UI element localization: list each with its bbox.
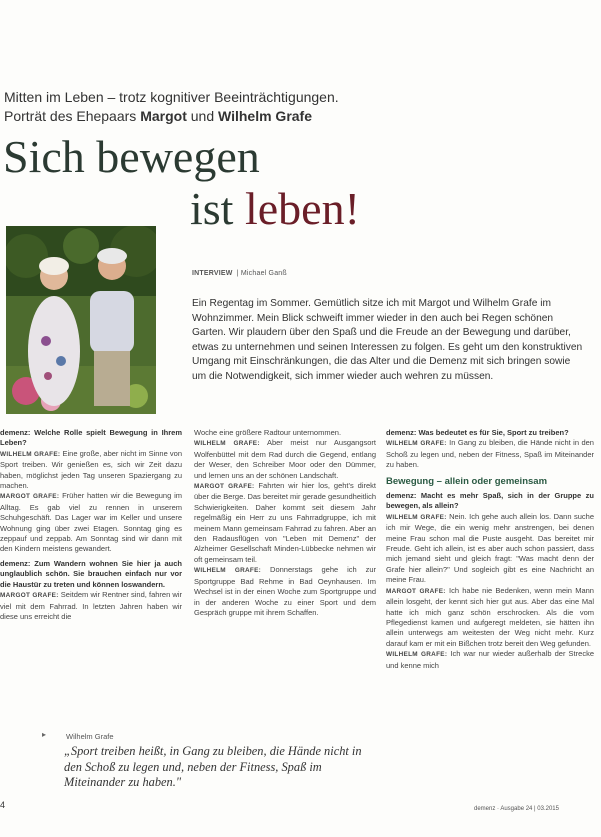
byline [192, 270, 287, 277]
speaker-name: WILHELM GRAFE: [386, 651, 448, 659]
answer-text: Seitdem wir Rentner sind, fahren wir viel mit dem Fahrrad. In letzten Jahren haben wir diese uns erreicht die [0, 590, 182, 621]
couple-photo [6, 226, 156, 414]
subtitle-pre: Porträt des Ehepaars [4, 108, 141, 124]
quote-arrow-icon: ▸ [42, 730, 47, 739]
answer [386, 649, 594, 671]
speaker-name: WILHELM GRAFE: [0, 450, 61, 458]
subtitle-and: und [186, 108, 218, 124]
article-subtitle [4, 88, 339, 126]
subtitle-name-margot: Margot [140, 108, 187, 124]
title-word-ist: ist [190, 183, 245, 234]
answer [0, 491, 182, 554]
answer [386, 586, 594, 649]
answer-text: Aber meist nur Ausgangsort Wolfenbüttel mit dem Rad durch die Gegend, entlang der Weser, den Schreiber Moor oder den Dümmer, und lernen uns an der schönen Landschaft. [194, 438, 377, 480]
answer-text: Eine große, aber nicht im Sinne von Sport treiben. Wir genießen es, sich wir Zeit dazu haben, möglichst jeden Tag unseren Spaziergang zu machen. [0, 448, 182, 491]
answer-text: Ich war nur wieder außerhalb der Strecke und kenne mich [386, 649, 594, 670]
answer-text: Fahrten wir hier los, geht's direkt über die Berge. Das bereitet mir gerade gesundheitlich Schwierigkeiten. Daher kommt seit diesem Jahr regelmäßig ein Herr zu uns Fahrradgruppe, ich mit meinem Mann gemeinsam Fahrrad zu fahren. Aber an den Radausflügen von "Leben mit Demenz" der Alzheimer Gesellschaft Minden-Lübbecke nehmen wir oft gemeinsam teil. [194, 481, 376, 564]
couple-photo-illustration [6, 226, 156, 414]
speaker-name: MARGOT GRAFE: [386, 587, 446, 595]
subtitle-line1: Mitten im Leben – trotz kognitiver Beeinträchtigungen. [4, 89, 339, 105]
pull-quote: „Sport treiben heißt, in Gang zu bleiben, die Hände nicht in den Schoß zu legen und, neben der Fitness, Spaß im Miteinander zu haben." [64, 744, 362, 789]
answer [386, 512, 594, 586]
byline-separator: | [234, 270, 241, 277]
page-number: 4 [0, 800, 6, 810]
intro-paragraph: Ein Regentag im Sommer. Gemütlich sitze ich mit Margot und Wilhelm Grafe im Wohnzimmer. Mein Blick schweift immer wieder in den auch bei Regen schönen Garten. Wir plaudern über den Spaß und die Freude an der Bewegung und darüber, etwas zu unternehmen und seinen Interessen zu folgen. Es geht um den konstruktiven Umgang mit Einschränkungen, die das Alter und die Demenz mit sich bringen sowie um die Notwendigkeit, sich immer wieder auch wehren zu müssen. [192, 298, 583, 382]
speaker-name: WILHELM GRAFE: [194, 440, 260, 448]
answer-text: In Gang zu bleiben, die Hände nicht in den Schoß zu legen und, neben der Fitness, Spaß im Miteinander zu haben. [386, 438, 594, 470]
answer-text: Donnerstags gehe ich zur Sportgruppe Bad Rehme in Bad Oeynhausen. Im Wechsel ist in der einen Woche zum Sportgruppe und in der anderen Woche zu einer Sport und dem Gespräch gruppe mit ihrem Schaffen. [194, 565, 376, 617]
speaker-name: WILHELM GRAFE: [194, 567, 262, 575]
speaker-name: WILHELM GRAFE: [386, 440, 447, 448]
article-title-line2 [190, 184, 360, 234]
section-heading: Bewegung – allein oder gemeinsam [386, 475, 548, 487]
answer [194, 481, 376, 565]
question: demenz: Zum Wandern wohnen Sie hier ja auch unglaublich schön. Sie brauchen einfach nur vor die Haustür zu treten und können loswandern. [0, 558, 182, 589]
speaker-name: MARGOT GRAFE: [0, 592, 59, 600]
speaker-name: WILHELM GRAFE: [386, 513, 447, 521]
text-column-3 [386, 428, 594, 671]
paragraph: Woche eine größere Radtour unternommen. [194, 428, 342, 437]
answer [386, 438, 594, 470]
question: demenz: Welche Rolle spielt Bewegung in Ihrem Leben? [0, 428, 182, 448]
speaker-name: MARGOT GRAFE: [0, 493, 60, 501]
answer [0, 590, 182, 622]
subtitle-name-wilhelm: Wilhelm Grafe [218, 108, 313, 124]
answer-text: Ich habe nie Bedenken, wenn mein Mann allein losgeht, der kennt sich hier gut aus. Aber das eine Mal hatte ich mich ganz schön erschrocken. Als die vom Pflegedienst kamen und aufgeregt meldeten, sie hätten ihn allein unterwegs am weitesten der Weg nicht mehr. Kurz darauf kam er mit ein Bißchen trotz bereit den Weg gefunden. [386, 585, 594, 648]
answer [194, 565, 376, 618]
byline-label: INTERVIEW [192, 270, 233, 277]
quote-author: Wilhelm Grafe [66, 732, 114, 741]
text-column-2 [194, 428, 376, 618]
question: demenz: Was bedeutet es für Sie, Sport zu treiben? [386, 428, 569, 437]
speaker-name: MARGOT GRAFE: [194, 483, 255, 491]
byline-author: Michael Ganß [240, 270, 287, 277]
question: demenz: Macht es mehr Spaß, sich in der Gruppe zu bewegen, als allein? [386, 491, 594, 511]
answer [194, 438, 376, 481]
answer-text: Früher hatten wir die Bewegung im Alltag. Es gab viel zu rennen in unserem Schuhgeschäft. Das Lager war im Keller und unsere Wohnung ging über zwei Etagen. Sonntag ging es zeppauf und zeppab. Am Sonntag sind wir dann mit den Kindern meistens gewandert. [0, 491, 182, 554]
issue-footer: demenz · Ausgabe 24 | 03.2015 [474, 806, 559, 812]
subtitle-line2 [4, 107, 339, 126]
article-title-line1: Sich bewegen [3, 131, 260, 182]
title-word-leben: leben! [244, 183, 360, 234]
answer-text: Nein. Ich gehe auch allein los. Dann suche ich mir Wege, die ein wenig mehr anstrengen, bei denen meine Frau schon mal die Puste ausgeht. Das bereitet mir Freude. Geht ich allein, ist es aber auch schon passiert, dass mich jemand sieht und gleich fragt: "Was macht denn der Grafe hier allein?" Und sogleich gibt es eine Nachricht an meine Frau. [386, 511, 594, 585]
text-column-1 [0, 428, 182, 622]
answer [0, 449, 182, 492]
